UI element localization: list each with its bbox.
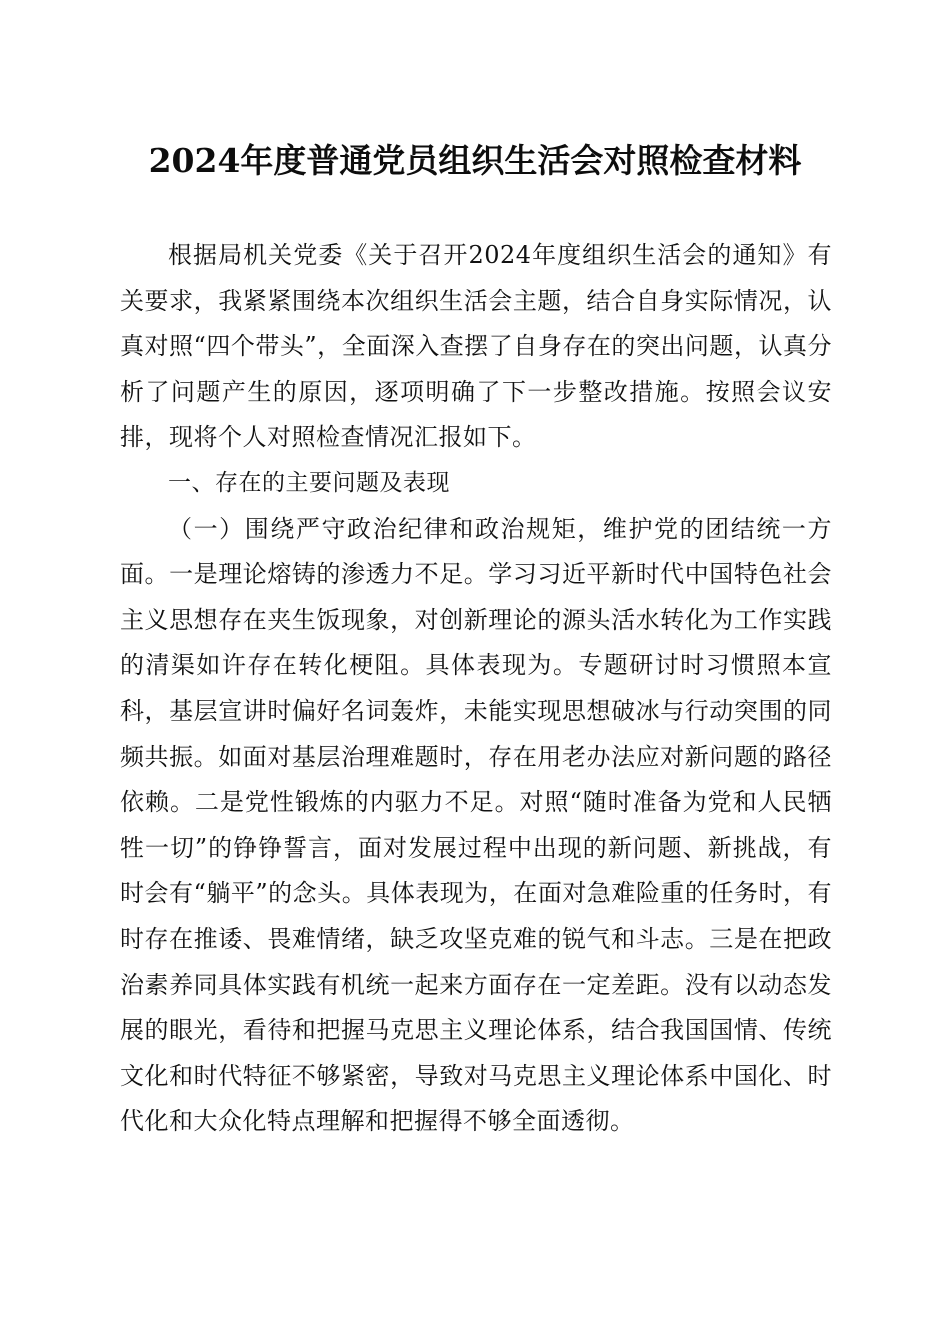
document-body [120,233,832,1145]
section-heading-problems: 一、存在的主要问题及表现 [168,469,450,496]
document-title: 2024年度普通党员组织生活会对照检查材料 [148,141,802,180]
section-paragraph-political-discipline: （一）围绕严守政治纪律和政治规矩，维护党的团结统一方面。一是理论熔铸的渗透力不足。学习习近平新时代中国特色社会主义思想存在夹生饭现象，对创新理论的源头活水转化为工作实践的清渠如许存在转化梗阻。具体表现为。专题研讨时习惯照本宣科，基层宣讲时偏好名词轰炸，未能实现思想破冰与行动突围的同频共振。如面对基层治理难题时，存在用老办法应对新问题的路径依赖。二是党性锻炼的内驱力不足。对照“随时准备为党和人民牺牲一切”的铮铮誓言，面对发展过程中出现的新问题、新挑战，有时会有“躺平”的念头。具体表现为，在面对急难险重的任务时，有时存在推诿、畏难情绪，缺乏攻坚克难的锐气和斗志。三是在把政治素养同具体实践有机统一起来方面存在一定差距。没有以动态发展的眼光，看待和把握马克思主义理论体系，结合我国国情、传统文化和时代特征不够紧密，导致对马克思主义理论体系中国化、时代化和大众化特点理解和把握得不够全面透彻。 [120,514,832,1136]
intro-paragraph: 根据局机关党委《关于召开2024年度组织生活会的通知》有关要求，我紧紧围绕本次组织生活会主题，结合自身实际情况，认真对照“四个带头”，全面深入查摆了自身存在的突出问题，认真分析了问题产生的原因，逐项明确了下一步整改措施。按照会议安排，现将个人对照检查情况汇报如下。 [120,241,832,452]
